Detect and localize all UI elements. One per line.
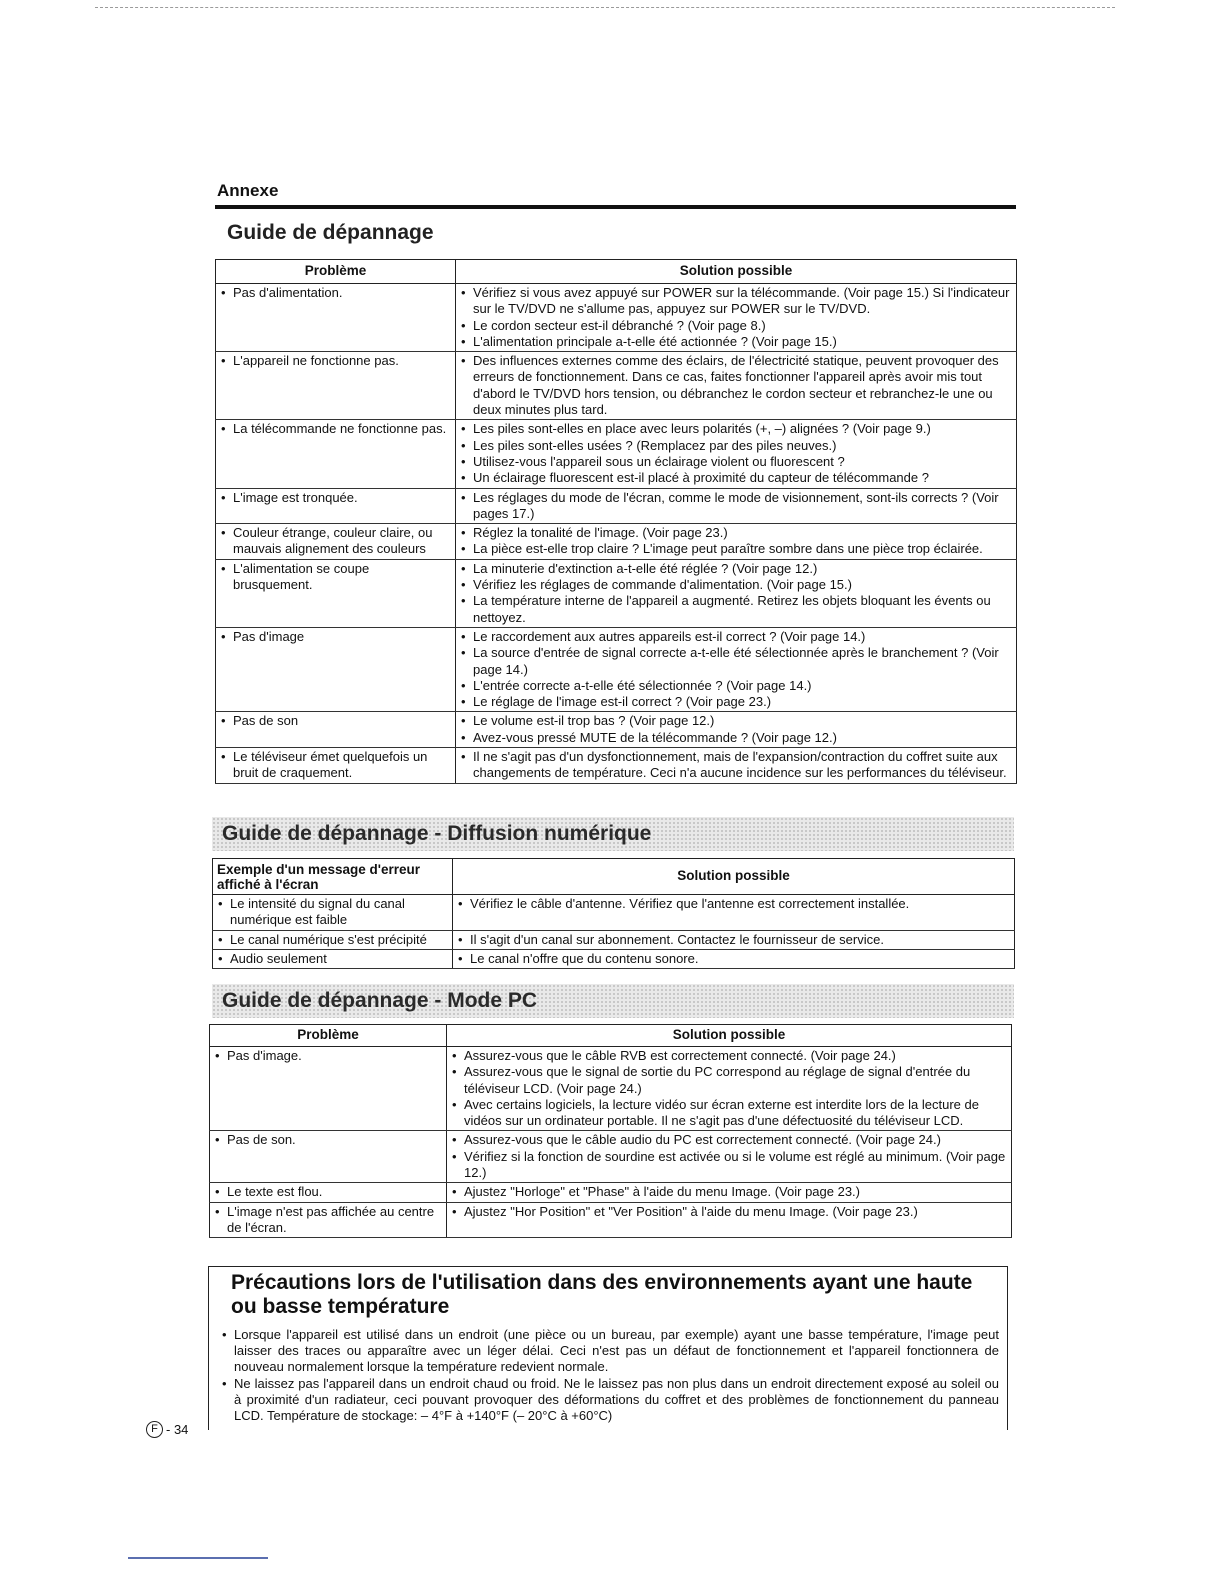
section-title-digital: Guide de dépannage - Diffusion numérique (212, 817, 1014, 851)
solution-item: • Utilisez-vous l'appareil sous un éclairage violent ou fluorescent ? (460, 454, 1012, 470)
problem-cell (216, 627, 456, 711)
solution-item: • La minuterie d'extinction a-t-elle été réglée ? (Voir page 12.) (460, 561, 1012, 577)
problem-cell (213, 949, 453, 968)
solution-item: • Le volume est-il trop bas ? (Voir page 12.) (460, 713, 1012, 729)
problem-text: • Pas d'image (220, 629, 451, 645)
precautions-list (221, 1327, 999, 1424)
solution-item: • Vérifiez si vous avez appuyé sur POWER sur la télécommande. (Voir page 15.) Si l'indicateur sur le TV/DVD ne s'allume pas, appuyez sur POWER sur le TV/DVD. (460, 285, 1012, 318)
solution-cell (456, 627, 1017, 711)
solution-item: • La source d'entrée de signal correcte a-t-elle été sélectionnée après le branchement ? (Voir page 14.) (460, 645, 1012, 678)
problem-cell (216, 559, 456, 627)
solution-cell (456, 488, 1017, 524)
top-scan-line (95, 7, 1115, 8)
problem-text: • L'appareil ne fonctionne pas. (220, 353, 451, 369)
problem-text: • Le téléviseur émet quelquefois un bruit de craquement. (220, 749, 451, 782)
problem-text: • Le canal numérique s'est précipité (217, 932, 448, 948)
precaution-item: • Ne laissez pas l'appareil dans un endroit chaud ou froid. Ne le laissez pas non plus dans un endroit directement exposé au soleil ou à proximité d'un radiateur, ceci pouvant provoquer des déformations du coffret et des problèmes de fonctionnement du panneau LCD. Température de stockage: – 4°F à +140°F (– 20°C à +60°C) (221, 1376, 999, 1425)
solution-cell (447, 1131, 1012, 1183)
header-rule (215, 205, 1016, 209)
column-header-problem: Problème (210, 1025, 447, 1047)
problem-cell (216, 488, 456, 524)
problem-cell (216, 748, 456, 784)
solution-cell (447, 1047, 1012, 1131)
bottom-mark (128, 1557, 268, 1559)
column-header-solution: Solution possible (447, 1025, 1012, 1047)
page-number (146, 1421, 188, 1438)
solution-item: • Assurez-vous que le signal de sortie du PC correspond au réglage de signal d'entrée du téléviseur LCD. (Voir page 24.) (451, 1064, 1007, 1097)
solution-item: • Le raccordement aux autres appareils est-il correct ? (Voir page 14.) (460, 629, 1012, 645)
precaution-item: • Lorsque l'appareil est utilisé dans un endroit (une pièce ou un bureau, par exemple) ayant une basse température, l'image peut laisser des traces ou apparaître avec un léger délai. Ceci n'est pas un défaut de fonctionnement et l'appareil fonctionnera de nouveau normalement lorsque la température redevient normale. (221, 1327, 999, 1376)
table-row (213, 895, 1015, 931)
table-row (210, 1183, 1012, 1202)
solution-item: • Il s'agit d'un canal sur abonnement. Contactez le fournisseur de service. (457, 932, 1010, 948)
solution-item: • Ajustez "Hor Position" et "Ver Position" à l'aide du menu Image. (Voir page 23.) (451, 1204, 1007, 1220)
problem-cell (216, 352, 456, 420)
solution-item: • Les piles sont-elles usées ? (Remplacez par des piles neuves.) (460, 438, 1012, 454)
language-badge: F (146, 1421, 163, 1438)
table-row (213, 949, 1015, 968)
solution-item: • Assurez-vous que le câble RVB est correctement connecté. (Voir page 24.) (451, 1048, 1007, 1064)
column-header-problem: Problème (216, 260, 456, 284)
solution-cell (456, 352, 1017, 420)
solution-cell (456, 712, 1017, 748)
solution-item: • Avez-vous pressé MUTE de la télécommande ? (Voir page 12.) (460, 730, 1012, 746)
solution-cell (453, 895, 1015, 931)
solution-item: • La pièce est-elle trop claire ? L'image peut paraître sombre dans une pièce trop éclairée. (460, 541, 1012, 557)
problem-text: • Pas d'alimentation. (220, 285, 451, 301)
solution-item: • Un éclairage fluorescent est-il placé à proximité du capteur de télécommande ? (460, 470, 1012, 486)
section-title-troubleshooting: Guide de dépannage (227, 221, 434, 244)
page-number-text: - 34 (166, 1422, 189, 1437)
table-row (210, 1047, 1012, 1131)
solution-item: • Avec certains logiciels, la lecture vidéo sur écran externe est interdite lors de la lecture de vidéos sur un ordinateur portable. Il ne s'agit pas d'une défectuosité du téléviseur LCD. (451, 1097, 1007, 1130)
problem-text: • L'image est tronquée. (220, 490, 451, 506)
problem-text: • Pas d'image. (214, 1048, 442, 1064)
problem-text: • La télécommande ne fonctionne pas. (220, 421, 451, 437)
problem-text: • Le intensité du signal du canal numérique est faible (217, 896, 448, 929)
column-header-error-message: Exemple d'un message d'erreur affiché à l'écran (213, 859, 453, 895)
solution-cell (456, 748, 1017, 784)
solution-item: • Vérifiez les réglages de commande d'alimentation. (Voir page 15.) (460, 577, 1012, 593)
column-header-solution: Solution possible (453, 859, 1015, 895)
solution-item: • Réglez la tonalité de l'image. (Voir page 23.) (460, 525, 1012, 541)
table-row (216, 284, 1017, 352)
table-row (216, 559, 1017, 627)
problem-cell (216, 284, 456, 352)
solution-cell (456, 524, 1017, 560)
problem-text: • Le texte est flou. (214, 1184, 442, 1200)
precautions-title: Précautions lors de l'utilisation dans des environnements ayant une haute ou basse température (231, 1271, 973, 1318)
solution-item: • Assurez-vous que le câble audio du PC est correctement connecté. (Voir page 24.) (451, 1132, 1007, 1148)
solution-item: • L'entrée correcte a-t-elle été sélectionnée ? (Voir page 14.) (460, 678, 1012, 694)
problem-cell (210, 1183, 447, 1202)
solution-cell (456, 284, 1017, 352)
solution-cell (447, 1183, 1012, 1202)
problem-cell (210, 1202, 447, 1238)
problem-cell (216, 524, 456, 560)
solution-item: • Le cordon secteur est-il débranché ? (Voir page 8.) (460, 318, 1012, 334)
table-row (210, 1202, 1012, 1238)
pc-mode-table (209, 1024, 1012, 1238)
solution-item: • Vérifiez si la fonction de sourdine est activée ou si le volume est réglé au minimum. (Voir page 12.) (451, 1149, 1007, 1182)
solution-item: • Des influences externes comme des éclairs, de l'électricité statique, peuvent provoquer des erreurs de fonctionnement. Dans ce cas, faites fonctionner l'appareil après avoir mis tout d'abord le TV/DVD hors tension, ou débranchez le cordon secteur et rebranchez-le une ou deux minutes plus tard. (460, 353, 1012, 418)
digital-table (212, 858, 1015, 969)
solution-item: • Le canal n'offre que du contenu sonore. (457, 951, 1010, 967)
problem-text: • L'alimentation se coupe brusquement. (220, 561, 451, 594)
solution-item: • Les réglages du mode de l'écran, comme le mode de visionnement, sont-ils corrects ? (Voir pages 17.) (460, 490, 1012, 523)
problem-text: • L'image n'est pas affichée au centre de l'écran. (214, 1204, 442, 1237)
problem-cell (216, 420, 456, 488)
problem-cell (210, 1047, 447, 1131)
troubleshooting-table (215, 259, 1017, 784)
table-row (216, 420, 1017, 488)
solution-item: • Ajustez "Horloge" et "Phase" à l'aide du menu Image. (Voir page 23.) (451, 1184, 1007, 1200)
problem-cell (213, 930, 453, 949)
solution-item: • Vérifiez le câble d'antenne. Vérifiez que l'antenne est correctement installée. (457, 896, 1010, 912)
section-label: Annexe (217, 181, 279, 200)
problem-text: • Couleur étrange, couleur claire, ou mauvais alignement des couleurs (220, 525, 451, 558)
problem-text: • Audio seulement (217, 951, 448, 967)
solution-item: • Il ne s'agit pas d'un dysfonctionnement, mais de l'expansion/contraction du coffret suite aux changements de température. Ceci n'a aucune incidence sur les performances du téléviseur. (460, 749, 1012, 782)
table-row (216, 524, 1017, 560)
solution-item: • L'alimentation principale a-t-elle été actionnée ? (Voir page 15.) (460, 334, 1012, 350)
table-row (216, 352, 1017, 420)
problem-text: • Pas de son. (214, 1132, 442, 1148)
solution-cell (447, 1202, 1012, 1238)
solution-item: • La température interne de l'appareil a augmenté. Retirez les objets bloquant les évents ou nettoyez. (460, 593, 1012, 626)
column-header-solution: Solution possible (456, 260, 1017, 284)
section-title-pc-mode: Guide de dépannage - Mode PC (212, 984, 1014, 1018)
solution-item: • Les piles sont-elles en place avec leurs polarités (+, –) alignées ? (Voir page 9.) (460, 421, 1012, 437)
solution-item: • Le réglage de l'image est-il correct ? (Voir page 23.) (460, 694, 1012, 710)
problem-cell (213, 895, 453, 931)
precautions-box (208, 1266, 1008, 1430)
solution-cell (453, 949, 1015, 968)
problem-cell (216, 712, 456, 748)
table-row (216, 627, 1017, 711)
table-row (213, 930, 1015, 949)
table-row (216, 488, 1017, 524)
table-row (216, 748, 1017, 784)
solution-cell (456, 420, 1017, 488)
table-row (216, 712, 1017, 748)
table-row (210, 1131, 1012, 1183)
problem-text: • Pas de son (220, 713, 451, 729)
solution-cell (453, 930, 1015, 949)
solution-cell (456, 559, 1017, 627)
problem-cell (210, 1131, 447, 1183)
